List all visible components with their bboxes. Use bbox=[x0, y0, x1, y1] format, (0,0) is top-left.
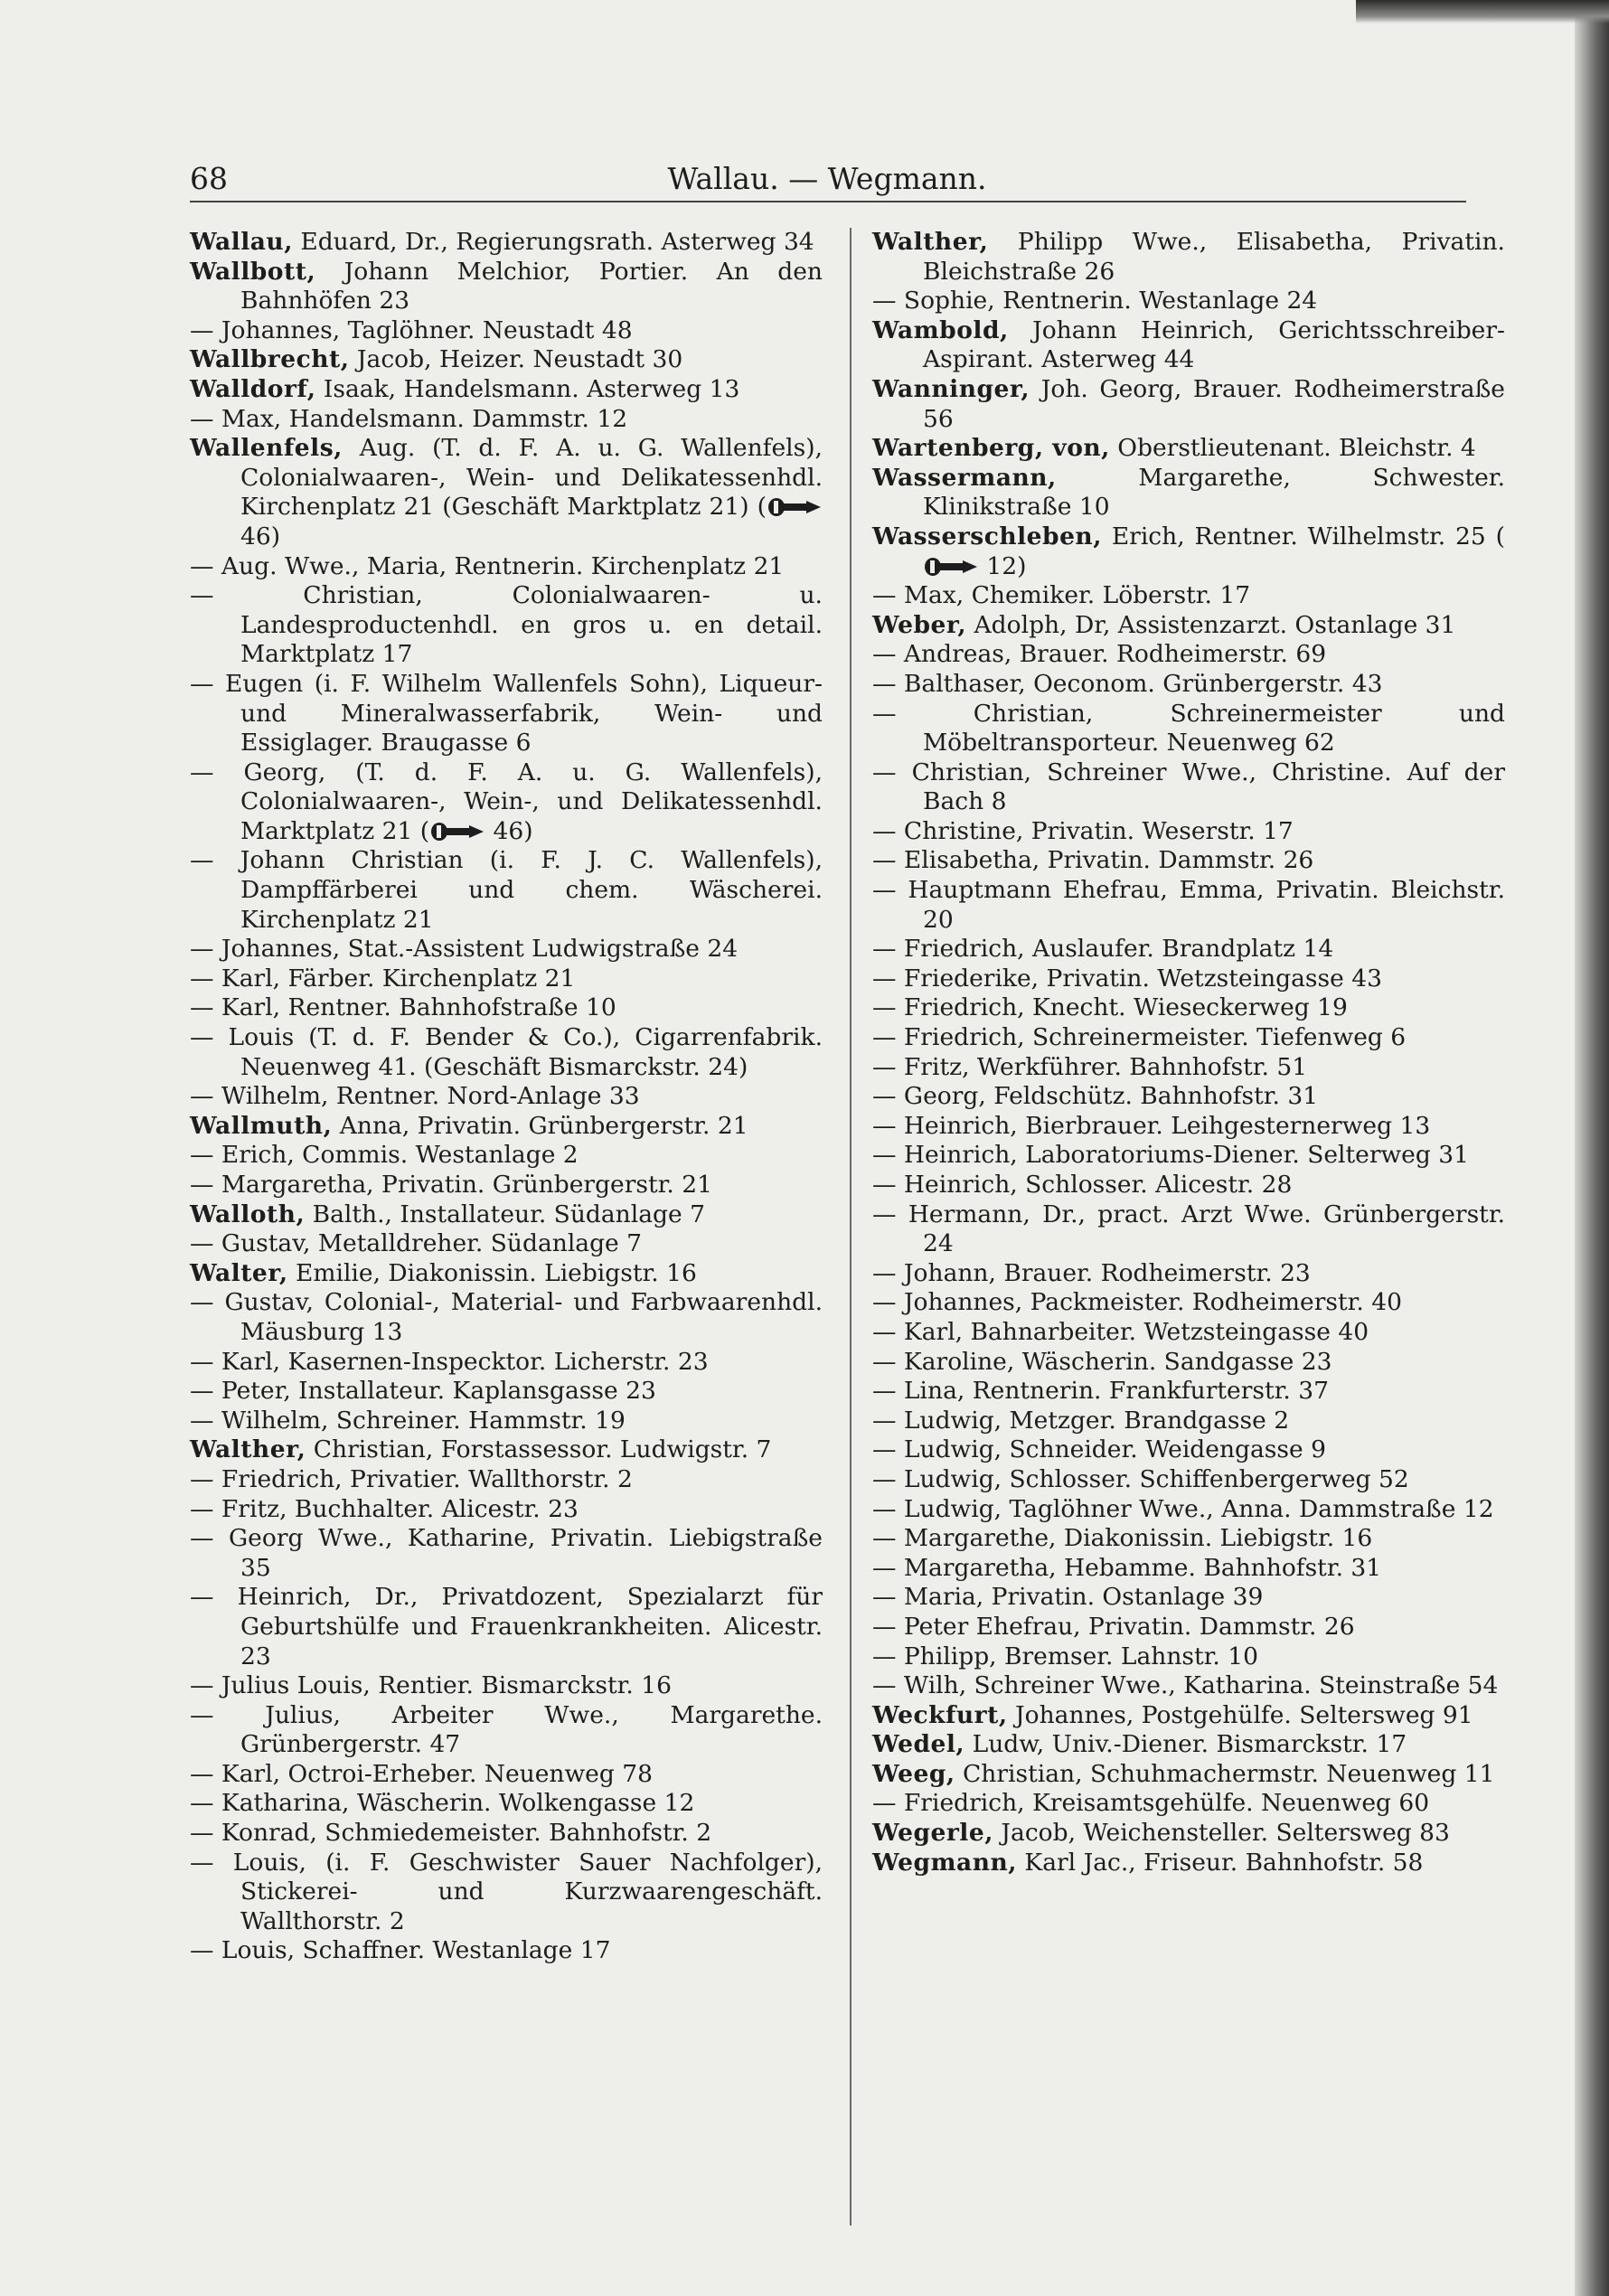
entry-text: — Margaretha, Privatin. Grünbergerstr. 21 bbox=[190, 1171, 712, 1199]
directory-entry bbox=[872, 1819, 1505, 1849]
directory-entry bbox=[190, 1524, 823, 1583]
directory-entry bbox=[872, 935, 1505, 965]
entry-text: — Friederike, Privatin. Wetzsteingasse 43 bbox=[872, 964, 1382, 993]
directory-entry bbox=[872, 1701, 1505, 1731]
entry-text: Johann Heinrich, Gerichtsschreiber-Aspirant. Asterweg 44 bbox=[923, 315, 1505, 374]
directory-entry bbox=[190, 1082, 823, 1112]
directory-entry bbox=[190, 375, 823, 405]
right-column bbox=[872, 228, 1505, 1877]
entry-text: Emilie, Diakonissin. Liebigstr. 16 bbox=[296, 1258, 697, 1287]
directory-entry bbox=[190, 1407, 823, 1436]
entry-text: — Hermann, Dr., pract. Arzt Wwe. Grünbergerstr. 24 bbox=[872, 1200, 1505, 1258]
entry-text: — Karl, Färber. Kirchenplatz 21 bbox=[190, 964, 576, 993]
entry-text: — Peter, Installateur. Kaplansgasse 23 bbox=[190, 1377, 656, 1406]
telephone-hand-icon bbox=[923, 557, 979, 577]
directory-entry bbox=[190, 993, 823, 1023]
entry-text: Christian, Forstassessor. Ludwigstr. 7 bbox=[313, 1435, 772, 1464]
directory-entry bbox=[872, 1053, 1505, 1083]
directory-entry bbox=[872, 1435, 1505, 1465]
entry-surname: Wedel, bbox=[872, 1730, 965, 1759]
directory-entry bbox=[190, 258, 823, 316]
directory-entry bbox=[872, 228, 1505, 287]
telephone-hand-icon bbox=[767, 497, 823, 517]
entry-text: Aug. (T. d. F. A. u. G. Wallenfels), Colonialwaaren-, Wein- und Delikatessenhdl. Kirchenplatz 21 (Geschäft Marktplatz 21) bbox=[240, 434, 823, 522]
entry-text: Eduard, Dr., Regierungsrath. Asterweg 34 bbox=[300, 228, 814, 256]
entry-surname: Weeg, bbox=[872, 1759, 955, 1788]
directory-entry bbox=[190, 846, 823, 935]
entry-surname: Wegmann, bbox=[872, 1848, 1017, 1877]
entry-text: — Gustav, Metalldreher. Südanlage 7 bbox=[190, 1229, 643, 1258]
entry-text: — Ludwig, Metzger. Brandgasse 2 bbox=[872, 1406, 1290, 1435]
directory-entry bbox=[872, 965, 1505, 994]
entry-text: Anna, Privatin. Grünbergerstr. 21 bbox=[339, 1111, 748, 1140]
directory-entry bbox=[190, 1259, 823, 1289]
directory-entry bbox=[190, 552, 823, 582]
entry-text: Philipp Wwe., Elisabetha, Privatin. Bleichstraße 26 bbox=[923, 228, 1505, 286]
directory-entry bbox=[872, 1318, 1505, 1348]
directory-entry bbox=[872, 1082, 1505, 1112]
left-column bbox=[190, 228, 823, 1966]
entry-surname: Walther, bbox=[190, 1435, 306, 1464]
entry-text: Balth., Installateur. Südanlage 7 bbox=[312, 1200, 705, 1228]
entry-text: — Hauptmann Ehefrau, Emma, Privatin. Bleichstr. 20 bbox=[872, 876, 1505, 934]
telephone-number: 12 bbox=[979, 551, 1018, 580]
directory-entry bbox=[872, 464, 1505, 522]
entry-surname: Wegerle, bbox=[872, 1819, 993, 1848]
entry-text: — Johann Christian (i. F. J. C. Wallenfels), Dampffärberei und chem. Wäscherei. Kirchenplatz 21 bbox=[190, 846, 823, 934]
telephone-reference: ( 46) bbox=[412, 816, 533, 845]
directory-entry bbox=[190, 1819, 823, 1849]
directory-entry bbox=[190, 1171, 823, 1200]
telephone-reference: ( 46) bbox=[240, 493, 823, 550]
directory-entry bbox=[190, 1348, 823, 1378]
directory-entry bbox=[872, 287, 1505, 316]
entry-text: — Friedrich, Knecht. Wieseckerweg 19 bbox=[872, 993, 1348, 1022]
entry-surname: Weckfurt, bbox=[872, 1700, 1008, 1729]
entry-surname: Wasserschleben, bbox=[872, 522, 1102, 550]
entry-text: — Karl, Kasernen-Inspecktor. Licherstr. 23 bbox=[190, 1347, 709, 1376]
directory-entry bbox=[190, 345, 823, 375]
entry-text: — Louis, Schaffner. Westanlage 17 bbox=[190, 1936, 611, 1965]
entry-text: Adolph, Dr, Assistenzarzt. Ostanlage 31 bbox=[974, 610, 1456, 639]
entry-text: — Gustav, Colonial-, Material- und Farbwaarenhdl. Mäusburg 13 bbox=[190, 1288, 823, 1346]
directory-entry bbox=[190, 758, 823, 847]
entry-text: — Wilhelm, Rentner. Nord-Anlage 33 bbox=[190, 1082, 640, 1111]
entry-text: Jacob, Weichensteller. Seltersweg 83 bbox=[1001, 1819, 1450, 1848]
directory-entry bbox=[872, 1200, 1505, 1259]
entry-text: — Max, Chemiker. Löberstr. 17 bbox=[872, 581, 1251, 610]
directory-entry bbox=[190, 1495, 823, 1525]
entry-text: — Katharina, Wäscherin. Wolkengasse 12 bbox=[190, 1789, 695, 1818]
entry-text: — Heinrich, Dr., Privatdozent, Spezialarzt für Geburtshülfe und Frauenkrankheiten. Alicestr. 23 bbox=[190, 1583, 823, 1670]
entry-text: — Heinrich, Schlosser. Alicestr. 28 bbox=[872, 1171, 1293, 1199]
entry-text: Erich, Rentner. Wilhelmstr. 25 bbox=[1111, 522, 1486, 550]
directory-entry bbox=[872, 1377, 1505, 1407]
entry-surname: Wallau, bbox=[190, 228, 293, 256]
directory-entry bbox=[872, 522, 1505, 581]
entry-text: — Fritz, Werkführer. Bahnhofstr. 51 bbox=[872, 1052, 1308, 1081]
entry-text: — Johannes, Packmeister. Rodheimerstr. 40 bbox=[872, 1288, 1402, 1317]
directory-entry bbox=[872, 611, 1505, 641]
directory-entry bbox=[872, 1524, 1505, 1554]
entry-text: — Georg Wwe., Katharine, Privatin. Liebigstraße 35 bbox=[190, 1524, 823, 1582]
entry-text: — Georg, Feldschütz. Bahnhofstr. 31 bbox=[872, 1082, 1319, 1111]
entry-text: — Julius, Arbeiter Wwe., Margarethe. Grünbergerstr. 47 bbox=[190, 1700, 823, 1759]
directory-entry bbox=[872, 1288, 1505, 1318]
entry-text: — Friedrich, Kreisamtsgehülfe. Neuenweg 60 bbox=[872, 1789, 1430, 1818]
entry-surname: Weber, bbox=[872, 610, 967, 639]
entry-text: — Georg, (T. d. F. A. u. G. Wallenfels), Colonialwaaren-, Wein-, und Delikatessenhdl. Marktplatz 21 bbox=[190, 757, 823, 845]
entry-text: Johann Melchior, Portier. An den Bahnhöfen 23 bbox=[240, 257, 823, 315]
entry-text: — Friedrich, Auslaufer. Brandplatz 14 bbox=[872, 935, 1334, 964]
directory-entry bbox=[872, 1789, 1505, 1819]
directory-entry bbox=[872, 316, 1505, 375]
directory-entry bbox=[190, 1112, 823, 1142]
entry-text: Isaak, Handelsmann. Asterweg 13 bbox=[323, 374, 740, 403]
entry-surname: Walther, bbox=[872, 228, 989, 256]
entry-surname: Walter, bbox=[190, 1258, 288, 1287]
entry-text: — Louis, (i. F. Geschwister Sauer Nachfolger), Stickerei- und Kurzwaarengeschäft. Wallthorstr. 2 bbox=[190, 1848, 823, 1935]
entry-surname: Wassermann, bbox=[872, 463, 1057, 492]
running-title: Wallau. — Wegmann. bbox=[667, 161, 987, 196]
directory-entry bbox=[190, 1671, 823, 1701]
entry-text: — Peter Ehefrau, Privatin. Dammstr. 26 bbox=[872, 1612, 1355, 1641]
directory-entry bbox=[190, 316, 823, 346]
entry-text: — Ludwig, Schlosser. Schiffenbergerweg 52 bbox=[872, 1464, 1409, 1493]
directory-entry bbox=[190, 1023, 823, 1082]
telephone-number: 46 bbox=[240, 522, 271, 550]
entry-text: Oberstlieutenant. Bleichstr. 4 bbox=[1117, 434, 1476, 463]
entry-surname: Wartenberg, von, bbox=[872, 434, 1110, 463]
directory-entry bbox=[190, 935, 823, 965]
directory-entry bbox=[872, 846, 1505, 876]
entry-text: — Margarethe, Diakonissin. Liebigstr. 16 bbox=[872, 1524, 1373, 1553]
entry-text: Joh. Georg, Brauer. Rodheimerstraße 56 bbox=[923, 374, 1505, 433]
entry-text: — Sophie, Rentnerin. Westanlage 24 bbox=[872, 287, 1318, 315]
directory-entry bbox=[872, 1141, 1505, 1171]
directory-entry bbox=[190, 1435, 823, 1465]
directory-entry bbox=[190, 1141, 823, 1171]
directory-entry bbox=[872, 1671, 1505, 1701]
directory-entry bbox=[872, 1171, 1505, 1200]
directory-entry bbox=[872, 1760, 1505, 1790]
entry-text: — Christian, Schreiner Wwe., Christine. Auf der Bach 8 bbox=[872, 757, 1505, 816]
directory-entry bbox=[872, 1465, 1505, 1495]
entry-text: — Christine, Privatin. Weserstr. 17 bbox=[872, 816, 1294, 845]
directory-entry bbox=[190, 965, 823, 994]
entry-text: — Johannes, Stat.-Assistent Ludwigstraße 24 bbox=[190, 935, 739, 964]
directory-entry bbox=[872, 817, 1505, 847]
directory-entry bbox=[190, 1760, 823, 1790]
directory-entry bbox=[190, 1789, 823, 1819]
directory-entry bbox=[872, 640, 1505, 670]
entry-surname: Wambold, bbox=[872, 315, 1009, 344]
entry-text: — Margaretha, Hebamme. Bahnhofstr. 31 bbox=[872, 1553, 1382, 1582]
entry-text: — Ludwig, Schneider. Weidengasse 9 bbox=[872, 1435, 1326, 1464]
entry-text: — Fritz, Buchhalter. Alicestr. 23 bbox=[190, 1494, 579, 1523]
directory-entry bbox=[190, 1936, 823, 1966]
entry-text: — Wilh, Schreiner Wwe., Katharina. Steinstraße 54 bbox=[872, 1671, 1499, 1700]
header-rule bbox=[190, 201, 1466, 202]
directory-entry bbox=[190, 1288, 823, 1347]
directory-entry bbox=[872, 1642, 1505, 1672]
directory-entry bbox=[872, 876, 1505, 935]
entry-text: — Johannes, Taglöhner. Neustadt 48 bbox=[190, 315, 633, 344]
directory-entry bbox=[872, 993, 1505, 1023]
telephone-number: 46 bbox=[485, 816, 524, 845]
entry-text: — Philipp, Bremser. Lahnstr. 10 bbox=[872, 1642, 1258, 1670]
entry-text: — Friedrich, Schreinermeister. Tiefenweg 6 bbox=[872, 1023, 1407, 1052]
directory-entry bbox=[872, 581, 1505, 611]
directory-entry bbox=[872, 1407, 1505, 1436]
directory-entry bbox=[872, 375, 1505, 434]
entry-text: — Erich, Commis. Westanlage 2 bbox=[190, 1141, 579, 1170]
entry-text: — Johann, Brauer. Rodheimerstr. 23 bbox=[872, 1258, 1311, 1287]
directory-entry bbox=[872, 758, 1505, 817]
entry-text: — Julius Louis, Rentier. Bismarckstr. 16 bbox=[190, 1671, 672, 1700]
directory-entry bbox=[190, 1200, 823, 1230]
telephone-reference: ( 12) bbox=[923, 522, 1505, 580]
directory-entry bbox=[872, 1583, 1505, 1613]
entry-surname: Walldorf, bbox=[190, 374, 316, 403]
directory-entry bbox=[872, 1613, 1505, 1642]
entry-text: — Aug. Wwe., Maria, Rentnerin. Kirchenplatz 21 bbox=[190, 551, 785, 580]
page-corner-shadow bbox=[1356, 0, 1609, 24]
directory-entry bbox=[872, 434, 1505, 464]
entry-text: — Maria, Privatin. Ostanlage 39 bbox=[872, 1583, 1264, 1612]
directory-entry bbox=[872, 1112, 1505, 1142]
entry-text: — Eugen (i. F. Wilhelm Wallenfels Sohn), Liqueur- und Mineralwasserfabrik, Wein- und Essiglager. Braugasse 6 bbox=[190, 669, 823, 757]
entry-text: — Christian, Schreinermeister und Möbeltransporteur. Neuenweg 62 bbox=[872, 699, 1505, 757]
entry-text: Ludw, Univ.-Diener. Bismarckstr. 17 bbox=[972, 1730, 1407, 1759]
entry-surname: Wanninger, bbox=[872, 374, 1030, 403]
directory-entry bbox=[190, 434, 823, 551]
entry-text: — Balthaser, Oeconom. Grünbergerstr. 43 bbox=[872, 669, 1383, 698]
entry-text: — Karl, Rentner. Bahnhofstraße 10 bbox=[190, 993, 616, 1022]
page-number: 68 bbox=[190, 161, 228, 196]
entry-text: — Karl, Bahnarbeiter. Wetzsteingasse 40 bbox=[872, 1317, 1369, 1346]
directory-entry bbox=[190, 228, 823, 258]
entry-surname: Wallbrecht, bbox=[190, 345, 350, 374]
entry-text: — Karl, Octroi-Erheber. Neuenweg 78 bbox=[190, 1759, 653, 1788]
entry-text: Johannes, Postgehülfe. Seltersweg 91 bbox=[1015, 1700, 1473, 1729]
entry-text: — Friedrich, Privatier. Wallthorstr. 2 bbox=[190, 1464, 633, 1493]
entry-text: — Lina, Rentnerin. Frankfurterstr. 37 bbox=[872, 1377, 1329, 1406]
entry-text: — Andreas, Brauer. Rodheimerstr. 69 bbox=[872, 640, 1327, 669]
page-edge-shadow bbox=[1575, 0, 1609, 2296]
directory-entry bbox=[190, 1377, 823, 1407]
entry-text: — Christian, Colonialwaaren- u. Landesproductenhdl. en gros u. en detail. Marktplatz 17 bbox=[190, 581, 823, 669]
entry-text: Christian, Schuhmachermstr. Neuenweg 11 bbox=[963, 1759, 1495, 1788]
column-divider bbox=[850, 228, 852, 2225]
entry-surname: Wallbott, bbox=[190, 257, 316, 286]
entry-text: Karl Jac., Friseur. Bahnhofstr. 58 bbox=[1024, 1848, 1424, 1877]
entry-text: — Karoline, Wäscherin. Sandgasse 23 bbox=[872, 1347, 1332, 1376]
entry-text: — Louis (T. d. F. Bender & Co.), Cigarrenfabrik. Neuenweg 41. (Geschäft Bismarckstr. 24) bbox=[190, 1023, 823, 1081]
telephone-hand-icon bbox=[429, 822, 485, 842]
entry-text: — Konrad, Schmiedemeister. Bahnhofstr. 2 bbox=[190, 1819, 712, 1848]
directory-entry bbox=[872, 1348, 1505, 1378]
entry-surname: Wallenfels, bbox=[190, 434, 343, 463]
entry-text: — Wilhelm, Schreiner. Hammstr. 19 bbox=[190, 1406, 626, 1435]
directory-entry bbox=[872, 1023, 1505, 1053]
entry-text: Margarethe, Schwester. Klinikstraße 10 bbox=[923, 463, 1505, 522]
directory-entry bbox=[190, 1849, 823, 1937]
entry-text: — Heinrich, Laboratoriums-Diener. Selterweg 31 bbox=[872, 1141, 1469, 1170]
directory-entry bbox=[872, 670, 1505, 700]
directory-entry bbox=[190, 1701, 823, 1760]
directory-entry bbox=[872, 1730, 1505, 1760]
directory-entry bbox=[872, 1554, 1505, 1584]
directory-entry bbox=[190, 581, 823, 670]
entry-text: — Elisabetha, Privatin. Dammstr. 26 bbox=[872, 846, 1314, 875]
directory-entry bbox=[190, 405, 823, 435]
entry-text: — Ludwig, Taglöhner Wwe., Anna. Dammstraße 12 bbox=[872, 1494, 1494, 1523]
entry-text: Jacob, Heizer. Neustadt 30 bbox=[356, 345, 683, 374]
directory-entry bbox=[872, 1849, 1505, 1878]
directory-entry bbox=[872, 700, 1505, 758]
directory-entry bbox=[190, 1229, 823, 1259]
entry-surname: Wallmuth, bbox=[190, 1111, 333, 1140]
entry-text: — Heinrich, Bierbrauer. Leihgesternerweg 13 bbox=[872, 1111, 1431, 1140]
directory-entry bbox=[190, 1465, 823, 1495]
directory-entry bbox=[872, 1495, 1505, 1525]
directory-entry bbox=[190, 1583, 823, 1671]
directory-entry bbox=[872, 1259, 1505, 1289]
entry-surname: Walloth, bbox=[190, 1200, 306, 1228]
directory-entry bbox=[190, 670, 823, 758]
entry-text: — Max, Handelsmann. Dammstr. 12 bbox=[190, 404, 628, 433]
